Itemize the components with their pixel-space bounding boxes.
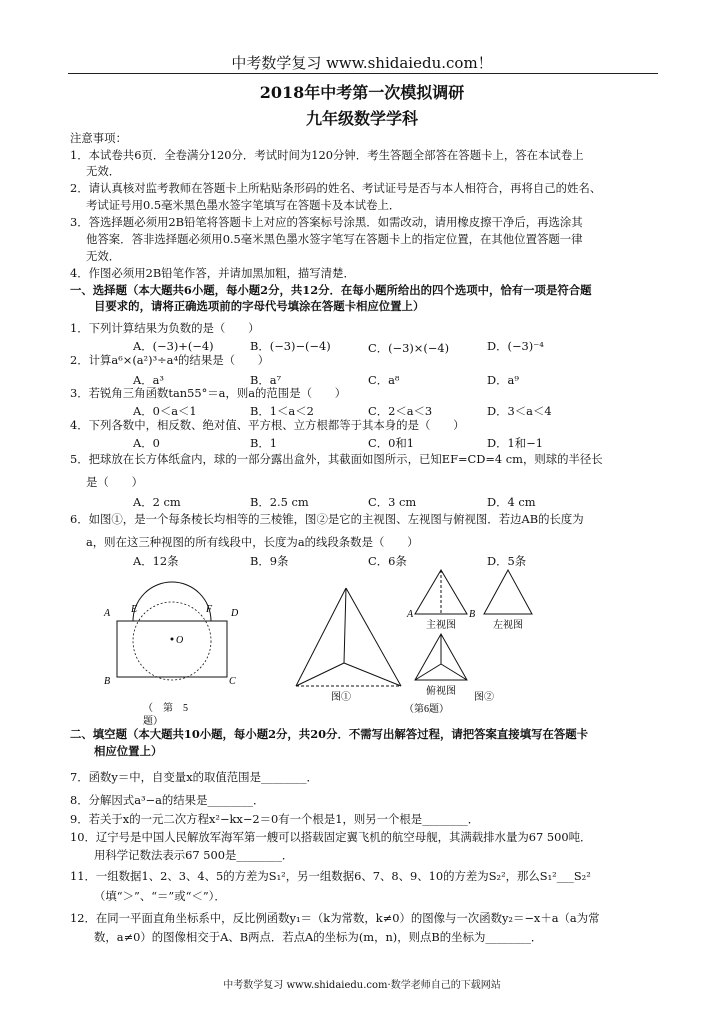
exam-subtitle: 九年级数学学科 xyxy=(305,109,418,128)
note-line: 1．本试卷共6页．全卷满分120分．考试时间为120分钟．考生答题全部答在答题卡上，答在本试卷上 xyxy=(70,148,584,162)
q5-caption: （ 第 5 xyxy=(143,703,188,714)
figures xyxy=(0,560,724,730)
q5-stem-cont: 是（ ） xyxy=(86,475,143,489)
label-a: A xyxy=(104,608,111,619)
label-d: D xyxy=(231,608,239,619)
q6-stem-cont: a，则在这三种视图的所有线段中，长度为a的线段条数是（ ） xyxy=(86,535,419,549)
q7: 7．函数y＝中，自变量x的取值范围是________． xyxy=(70,770,318,784)
header-divider xyxy=(68,73,658,74)
q2-option-a: A．a³ xyxy=(133,373,164,387)
q11-cont: （填“＞”、“＝”或“＜”）． xyxy=(94,889,226,903)
note-line: 他答案．答非选择题必须用0.5毫米黑色墨水签字笔写在答题卡上的指定位置，在其他位置答题一律 xyxy=(86,232,583,246)
q10: 10．辽宁号是中国人民解放军海军第一艘可以搭载固定翼飞机的航空母舰，其满载排水量为67 500吨． xyxy=(70,830,592,844)
q6-figure-2 xyxy=(406,570,532,703)
q6-option-c: C．6条 xyxy=(368,554,407,568)
q5-stem: 5．把球放在长方体纸盒内，球的一部分露出盒外，其截面如图所示，已知EF=CD=4 cm，则球的半径长 xyxy=(70,452,603,466)
label-c: C xyxy=(229,676,236,687)
q5-option-c: C．3 cm xyxy=(368,495,417,509)
note-line: 考试证号用0.5毫米黑色墨水签字笔填写在答题卡及本试卷上． xyxy=(86,198,401,212)
label-a2: A xyxy=(407,609,414,620)
note-line: 4．作图必须用2B铅笔作答，并请加黑加粗，描写清楚． xyxy=(70,266,355,280)
q6-caption: （第6题） xyxy=(404,704,449,715)
fig2-label: 图② xyxy=(474,692,494,703)
q2-stem: 2．计算a⁶×(a²)³÷a⁴的结果是（ ） xyxy=(70,353,270,367)
q10-cont: 用科学记数法表示67 500是________． xyxy=(94,848,294,862)
q4-option-d: D．1和−1 xyxy=(487,436,543,450)
q5-caption-cont: 题） xyxy=(143,716,163,727)
page-header: 中考数学复习 www.shidaiedu.com！ xyxy=(231,54,493,72)
q2-option-c: C．a⁸ xyxy=(368,373,400,387)
q6-option-a: A．12条 xyxy=(133,554,179,568)
label-e: E xyxy=(131,604,138,615)
q6-option-d: D．5条 xyxy=(487,554,527,568)
exam-title: 2018年中考第一次模拟调研 xyxy=(259,83,465,102)
q12: 12．在同一平面直角坐标系中，反比例函数y₁＝（k为常数，k≠0）的图像与一次函数y₂＝−x＋a（a为常 xyxy=(70,911,600,925)
q3-option-b: B．1＜a＜2 xyxy=(250,404,314,418)
q6-stem: 6．如图①，是一个每条棱长均相等的三棱锥，图②是它的主视图、左视图与俯视图．若边AB的长度为 xyxy=(70,512,584,526)
page-footer: 中考数学复习 www.shidaiedu.com·数学老师自己的下载网站 xyxy=(223,980,501,991)
q4-option-b: B．1 xyxy=(250,436,278,450)
q3-option-d: D．3＜a＜4 xyxy=(487,404,552,418)
q5-option-b: B．2.5 cm xyxy=(250,495,309,509)
q12-cont: 数，a≠0）的图像相交于A、B两点．若点A的坐标为(m，n)，则点B的坐标为________． xyxy=(94,930,543,944)
q3-option-a: A．0＜a＜1 xyxy=(133,404,197,418)
q4-option-c: C．0和1 xyxy=(368,436,414,450)
q8: 8．分解因式a³−a的结果是________． xyxy=(70,793,265,807)
q1-option-d: D．(−3)⁻⁴ xyxy=(487,339,544,353)
q6-option-b: B．9条 xyxy=(250,554,289,568)
q4-option-a: A．0 xyxy=(133,436,160,450)
fig1-label: 图① xyxy=(331,692,351,703)
q1-option-b: B．(−3)−(−4) xyxy=(250,339,331,353)
section1-heading-cont: 目要求的，请将正确选项前的字母代号填涂在答题卡相应位置上） xyxy=(94,299,425,313)
q9: 9．若关于x的一元二次方程x²−kx−2＝0有一个根是1，则另一个根是________． xyxy=(70,812,480,826)
q3-stem: 3．若锐角三角函数tan55°＝a，则a的范围是（ ） xyxy=(70,386,347,400)
label-b: B xyxy=(104,676,111,687)
section2-heading-cont: 相应位置上） xyxy=(94,744,163,758)
q3-option-c: C．2＜a＜3 xyxy=(368,404,433,418)
label-o: O xyxy=(176,635,184,646)
q11: 11．一组数据1、2、3、4、5的方差为S₁²，另一组数据6、7、8、9、10的方差为S₂²，那么S₁²___S₂² xyxy=(70,869,591,883)
main-view-label: 主视图 xyxy=(426,620,456,631)
section1-heading: 一、选择题（本大题共6小题，每小题2分，共12分．在每小题所给出的四个选项中，恰有一项是符合题 xyxy=(70,283,592,297)
q4-stem: 4．下列各数中，相反数、绝对值、平方根、立方根都等于其本身的是（ ） xyxy=(70,418,465,432)
q1-stem: 1．下列计算结果为负数的是（ ） xyxy=(70,321,260,335)
left-view-label: 左视图 xyxy=(493,620,523,631)
q5-option-a: A．2 cm xyxy=(133,495,181,509)
note-line: 无效． xyxy=(86,249,121,263)
label-b2: B xyxy=(469,609,476,620)
top-view-label: 俯视图 xyxy=(426,686,456,697)
q2-option-b: B．a⁷ xyxy=(250,373,282,387)
section2-heading: 二、填空题（本大题共10小题，每小题2分，共20分．不需写出解答过程，请把答案直接填写在答题卡 xyxy=(70,727,589,741)
label-f: F xyxy=(206,604,213,615)
q2-option-d: D．a⁹ xyxy=(487,373,519,387)
note-line: 无效． xyxy=(86,164,121,178)
note-line: 3．答选择题必须用2B铅笔将答题卡上对应的答案标号涂黑．如需改动，请用橡皮擦干净后，再选涂其 xyxy=(70,215,583,229)
notes-title: 注意事项： xyxy=(70,131,127,145)
q5-figure xyxy=(103,582,239,727)
q1-option-a: A．(−3)+(−4) xyxy=(133,339,214,353)
q1-option-c: C．(−3)×(−4) xyxy=(368,341,450,355)
q5-option-d: D．4 cm xyxy=(487,495,536,509)
note-line: 2．请认真核对监考教师在答题卡上所粘贴条形码的姓名、考试证号是否与本人相符合，再将自己的姓名、 xyxy=(70,181,602,195)
